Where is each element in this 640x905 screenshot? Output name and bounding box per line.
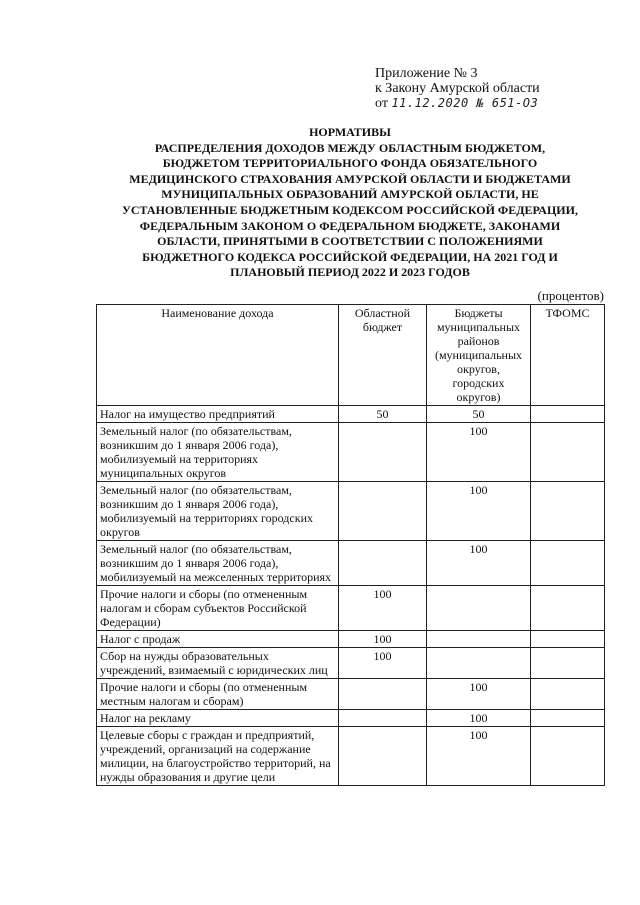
appendix-law-ref: к Закону Амурской области — [375, 81, 540, 96]
table-row — [97, 482, 605, 541]
regional-share-cell — [339, 679, 427, 710]
tfoms-share-cell — [531, 679, 605, 710]
income-name-cell: Налог на имущество предприятий — [97, 406, 339, 423]
regional-share-cell: 100 — [339, 586, 427, 631]
appendix-date-prefix: от — [375, 96, 388, 111]
income-name-cell: Прочие налоги и сборы (по отмененным налогам и сборам субъектов Российской Федерации) — [97, 586, 339, 631]
tfoms-share-cell — [531, 586, 605, 631]
income-name-cell: Сбор на нужды образовательных учреждений, взимаемый с юридических лиц — [97, 648, 339, 679]
regional-share-cell — [339, 710, 427, 727]
income-name-cell: Налог на рекламу — [97, 710, 339, 727]
table-row — [97, 541, 605, 586]
income-name-cell: Земельный налог (по обязательствам, возникшим до 1 января 2006 года), мобилизуемый на территориях муниципальных округов — [97, 423, 339, 482]
table-row — [97, 727, 605, 786]
table-row — [97, 423, 605, 482]
document-title — [60, 125, 640, 281]
header-regional-budget: Областной бюджет — [339, 305, 427, 406]
appendix-date-line — [375, 96, 540, 111]
tfoms-share-cell — [531, 406, 605, 423]
municipal-share-cell: 100 — [427, 482, 531, 541]
municipal-share-cell: 100 — [427, 541, 531, 586]
table-header-row — [97, 305, 605, 406]
regional-share-cell — [339, 541, 427, 586]
appendix-number: Приложение № 3 — [375, 66, 478, 81]
regional-share-cell: 100 — [339, 648, 427, 679]
table-row — [97, 648, 605, 679]
title-line: ФЕДЕРАЛЬНЫМ ЗАКОНОМ О ФЕДЕРАЛЬНОМ БЮДЖЕТЕ, ЗАКОНАМИ — [139, 218, 561, 233]
table-row — [97, 710, 605, 727]
tfoms-share-cell — [531, 541, 605, 586]
regional-share-cell — [339, 482, 427, 541]
regional-share-cell — [339, 423, 427, 482]
title-line: РАСПРЕДЕЛЕНИЯ ДОХОДОВ МЕЖДУ ОБЛАСТНЫМ БЮДЖЕТОМ, — [154, 140, 546, 155]
tfoms-share-cell — [531, 482, 605, 541]
header-tfoms: ТФОМС — [531, 305, 605, 406]
unit-label: (процентов) — [537, 288, 604, 303]
income-name-cell: Прочие налоги и сборы (по отмененным местным налогам и сборам) — [97, 679, 339, 710]
municipal-share-cell: 100 — [427, 710, 531, 727]
title-line: МУНИЦИПАЛЬНЫХ ОБРАЗОВАНИЙ АМУРСКОЙ ОБЛАСТИ, НЕ — [161, 187, 539, 202]
table-row — [97, 679, 605, 710]
tfoms-share-cell — [531, 727, 605, 786]
income-name-cell: Земельный налог (по обязательствам, возникшим до 1 января 2006 года), мобилизуемый на территориях городских округов — [97, 482, 339, 541]
tfoms-share-cell — [531, 423, 605, 482]
municipal-share-cell — [427, 648, 531, 679]
income-name-cell: Налог с продаж — [97, 631, 339, 648]
municipal-share-cell: 100 — [427, 423, 531, 482]
title-line: БЮДЖЕТНОГО КОДЕКСА РОССИЙСКОЙ ФЕДЕРАЦИИ, НА 2021 ГОД И — [142, 249, 558, 264]
header-income-name: Наименование дохода — [97, 305, 339, 406]
income-name-cell: Целевые сборы с граждан и предприятий, учреждений, организаций на содержание милиции, на благоустройство территорий, на нужды образования и другие цели — [97, 727, 339, 786]
appendix-block — [375, 66, 540, 111]
table-row — [97, 586, 605, 631]
tfoms-share-cell — [531, 648, 605, 679]
regional-share-cell — [339, 727, 427, 786]
title-line: УСТАНОВЛЕННЫЕ БЮДЖЕТНЫМ КОДЕКСОМ РОССИЙСКОЙ ФЕДЕРАЦИИ, — [122, 202, 578, 217]
header-municipal-budgets: Бюджеты муниципальных районов (муниципальных округов, городских округов) — [427, 305, 531, 406]
regional-share-cell: 100 — [339, 631, 427, 648]
regional-share-cell: 50 — [339, 406, 427, 423]
tfoms-share-cell — [531, 631, 605, 648]
handwritten-date-number: 11.12.2020 № 651-ОЗ — [391, 96, 539, 110]
municipal-share-cell: 50 — [427, 406, 531, 423]
distribution-table — [96, 304, 605, 786]
municipal-share-cell — [427, 586, 531, 631]
title-line: БЮДЖЕТОМ ТЕРРИТОРИАЛЬНОГО ФОНДА ОБЯЗАТЕЛЬНОГО — [162, 156, 538, 171]
title-line: НОРМАТИВЫ — [309, 125, 391, 139]
tfoms-share-cell — [531, 710, 605, 727]
title-line: МЕДИЦИНСКОГО СТРАХОВАНИЯ АМУРСКОЙ ОБЛАСТИ И БЮДЖЕТАМИ — [129, 171, 571, 186]
municipal-share-cell — [427, 631, 531, 648]
table-row — [97, 631, 605, 648]
municipal-share-cell: 100 — [427, 727, 531, 786]
municipal-share-cell: 100 — [427, 679, 531, 710]
title-line: ОБЛАСТИ, ПРИНЯТЫМИ В СООТВЕТСТВИИ С ПОЛОЖЕНИЯМИ — [157, 234, 543, 249]
table-row — [97, 406, 605, 423]
income-name-cell: Земельный налог (по обязательствам, возникшим до 1 января 2006 года), мобилизуемый на межселенных территориях — [97, 541, 339, 586]
title-line: ПЛАНОВЫЙ ПЕРИОД 2022 И 2023 ГОДОВ — [230, 265, 470, 280]
